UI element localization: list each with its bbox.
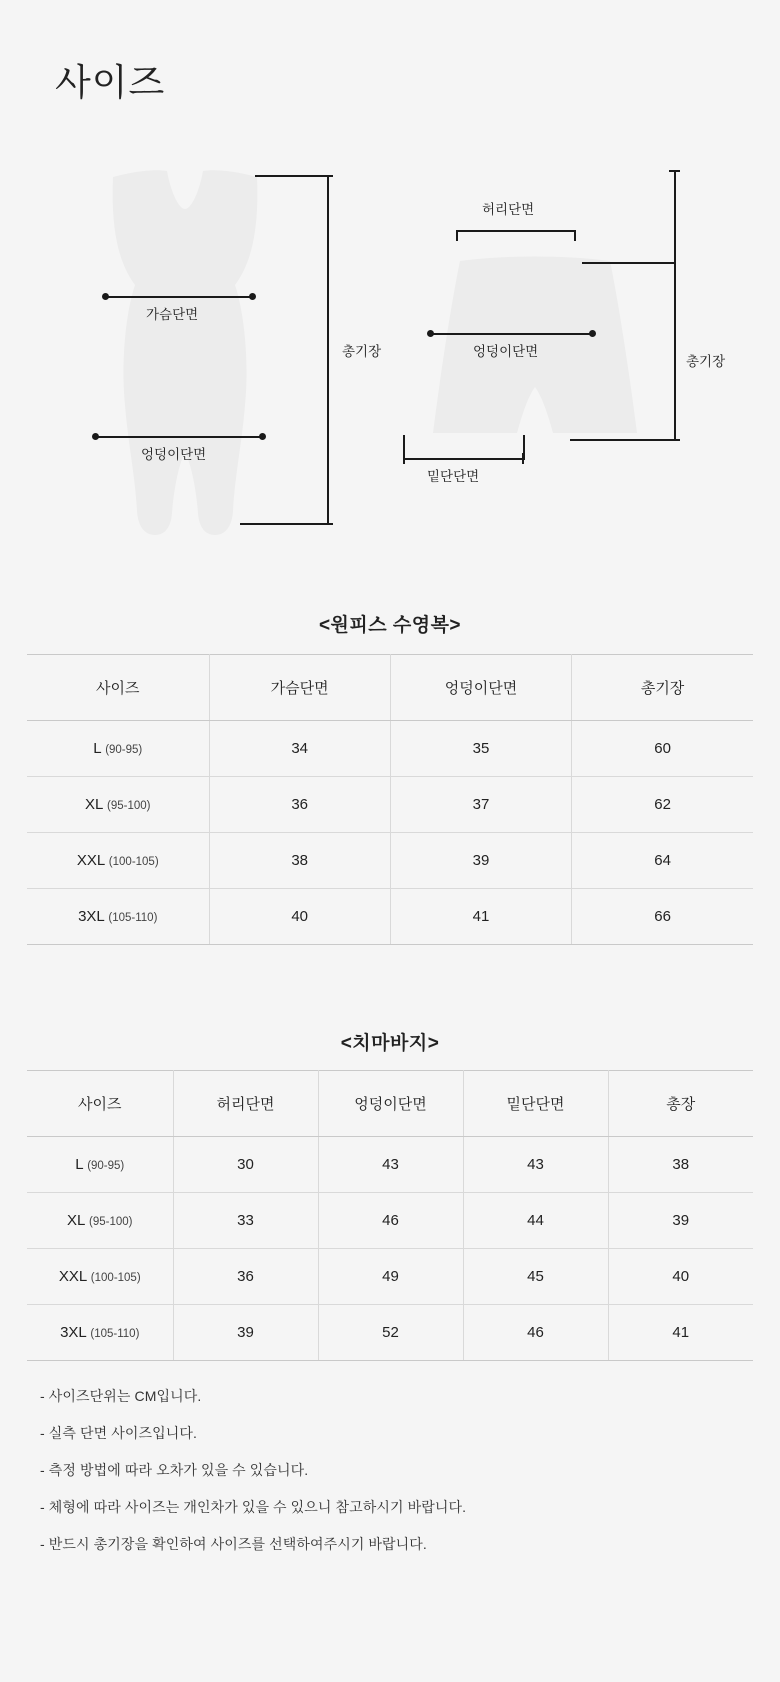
swimsuit-length-line — [327, 175, 329, 524]
hem-right-cap — [522, 453, 524, 464]
table1-value-cell: 38 — [209, 833, 390, 889]
size-range: (90-95) — [105, 744, 143, 756]
table2-value-cell: 44 — [463, 1193, 608, 1249]
table-row — [27, 1193, 753, 1249]
table2-size-cell — [27, 1193, 173, 1249]
table2-value-cell: 36 — [173, 1249, 318, 1305]
table2-value-cell: 52 — [318, 1305, 463, 1361]
table2-value-cell: 39 — [173, 1305, 318, 1361]
table1-value-cell: 39 — [390, 833, 571, 889]
onepiece-size-table — [27, 654, 753, 945]
table2-value-cell: 40 — [608, 1249, 753, 1305]
table1-size-cell — [27, 889, 209, 945]
chest-left-dot — [102, 293, 109, 300]
note-item: - 실측 단면 사이즈입니다. — [40, 1425, 197, 1441]
table1-value-cell: 62 — [572, 777, 753, 833]
size-range: (100-105) — [90, 1272, 141, 1284]
table-row — [27, 1305, 753, 1361]
table-row — [27, 833, 753, 889]
table2-value-cell: 39 — [608, 1193, 753, 1249]
table2-value-cell: 43 — [463, 1137, 608, 1193]
table1-value-cell: 37 — [390, 777, 571, 833]
skirt-pants-size-table — [27, 1070, 753, 1361]
table1-value-cell: 36 — [209, 777, 390, 833]
swimsuit-hip-left-dot — [92, 433, 99, 440]
swimsuit-illustration — [95, 165, 295, 545]
table-row — [27, 777, 753, 833]
size-range: (90-95) — [87, 1160, 125, 1172]
waist-measure-line — [456, 230, 576, 232]
skirt-hip-right-dot — [589, 330, 596, 337]
swimsuit-length-label: 총기장 — [342, 344, 382, 359]
size-name: XXL — [76, 852, 105, 869]
skirt-hip-measure-line — [430, 333, 595, 335]
waist-label: 허리단면 — [482, 202, 535, 217]
swimsuit-length-bottom-tick — [240, 523, 328, 525]
skirt-length-bottom-tick — [570, 439, 675, 441]
skirt-length-label: 총기장 — [686, 354, 726, 369]
table1-value-cell: 35 — [390, 721, 571, 777]
chest-right-dot — [249, 293, 256, 300]
table-header-row — [27, 655, 753, 721]
table1-header-cell: 총기장 — [572, 655, 753, 721]
table2-value-cell: 46 — [318, 1193, 463, 1249]
table2-title: <치마바지> — [340, 1033, 440, 1054]
size-name: XXL — [58, 1268, 87, 1285]
table2-value-cell: 38 — [608, 1137, 753, 1193]
table2-value-cell: 45 — [463, 1249, 608, 1305]
table-row — [27, 721, 753, 777]
hem-measure-line — [403, 458, 524, 460]
table2-value-cell: 43 — [318, 1137, 463, 1193]
table1-header-cell: 사이즈 — [27, 655, 209, 721]
size-range: (95-100) — [107, 800, 151, 812]
skirt-hip-left-dot — [427, 330, 434, 337]
skirt-length-top-cap — [669, 170, 680, 172]
page-title: 사이즈 — [55, 62, 166, 103]
size-range: (105-110) — [108, 912, 158, 924]
size-name: 3XL — [78, 908, 105, 925]
table2-size-cell — [27, 1305, 173, 1361]
notes-list — [40, 1386, 740, 1571]
table2-size-cell — [27, 1249, 173, 1305]
skirt-length-top-tick — [582, 262, 675, 264]
table1-header-cell: 가슴단면 — [209, 655, 390, 721]
table1-value-cell: 66 — [572, 889, 753, 945]
note-item: - 반드시 총기장을 확인하여 사이즈를 선택하여주시기 바랍니다. — [40, 1536, 427, 1552]
table2-header-cell: 허리단면 — [173, 1071, 318, 1137]
waist-left-cap — [456, 230, 458, 241]
table1-value-cell: 34 — [209, 721, 390, 777]
size-diagram — [0, 150, 780, 570]
hem-label: 밑단단면 — [427, 469, 480, 484]
swimsuit-hip-measure-line — [95, 436, 265, 438]
table2-header-cell: 사이즈 — [27, 1071, 173, 1137]
note-item: - 측정 방법에 따라 오차가 있을 수 있습니다. — [40, 1462, 309, 1478]
table-row — [27, 889, 753, 945]
size-name: L — [93, 740, 102, 757]
table1-size-cell — [27, 777, 209, 833]
table1-value-cell: 64 — [572, 833, 753, 889]
size-name: L — [75, 1156, 84, 1173]
size-range: (95-100) — [89, 1216, 133, 1228]
table1-size-cell — [27, 721, 209, 777]
swimsuit-length-bottom-cap — [322, 523, 333, 525]
table2-value-cell: 30 — [173, 1137, 318, 1193]
skirt-hip-label: 엉덩이단면 — [473, 344, 539, 359]
table1-header-cell: 엉덩이단면 — [390, 655, 571, 721]
table2-wrap — [0, 1050, 780, 1361]
table2-header-cell: 밑단단면 — [463, 1071, 608, 1137]
size-name: 3XL — [60, 1324, 87, 1341]
chest-label: 가슴단면 — [146, 307, 199, 322]
note-item: - 사이즈단위는 CM입니다. — [40, 1388, 202, 1404]
table2-value-cell: 33 — [173, 1193, 318, 1249]
table2-header-cell: 총장 — [608, 1071, 753, 1137]
chest-measure-line — [105, 296, 255, 298]
note-item: - 체형에 따라 사이즈는 개인차가 있을 수 있으니 참고하시기 바랍니다. — [40, 1499, 467, 1515]
table1-value-cell: 60 — [572, 721, 753, 777]
swimsuit-length-top-cap — [322, 175, 333, 177]
table2-value-cell: 41 — [608, 1305, 753, 1361]
table2-size-cell — [27, 1137, 173, 1193]
table2-value-cell: 46 — [463, 1305, 608, 1361]
table1-wrap — [0, 632, 780, 945]
hem-left-cap — [403, 453, 405, 464]
table-header-row — [27, 1071, 753, 1137]
skirt-length-line — [674, 170, 676, 439]
table1-value-cell: 40 — [209, 889, 390, 945]
swimsuit-hip-label: 엉덩이단면 — [141, 447, 207, 462]
table2-header-cell: 엉덩이단면 — [318, 1071, 463, 1137]
table-row — [27, 1249, 753, 1305]
waist-right-cap — [574, 230, 576, 241]
size-range: (105-110) — [90, 1328, 140, 1340]
swimsuit-hip-right-dot — [259, 433, 266, 440]
size-range: (100-105) — [108, 856, 159, 868]
table1-value-cell: 41 — [390, 889, 571, 945]
skirt-length-bottom-cap — [669, 439, 680, 441]
size-name: XL — [85, 796, 103, 813]
table2-value-cell: 49 — [318, 1249, 463, 1305]
table1-size-cell — [27, 833, 209, 889]
table1-title: <원피스 수영복> — [318, 615, 462, 636]
size-name: XL — [67, 1212, 85, 1229]
table-row — [27, 1137, 753, 1193]
swimsuit-length-top-tick — [255, 175, 328, 177]
